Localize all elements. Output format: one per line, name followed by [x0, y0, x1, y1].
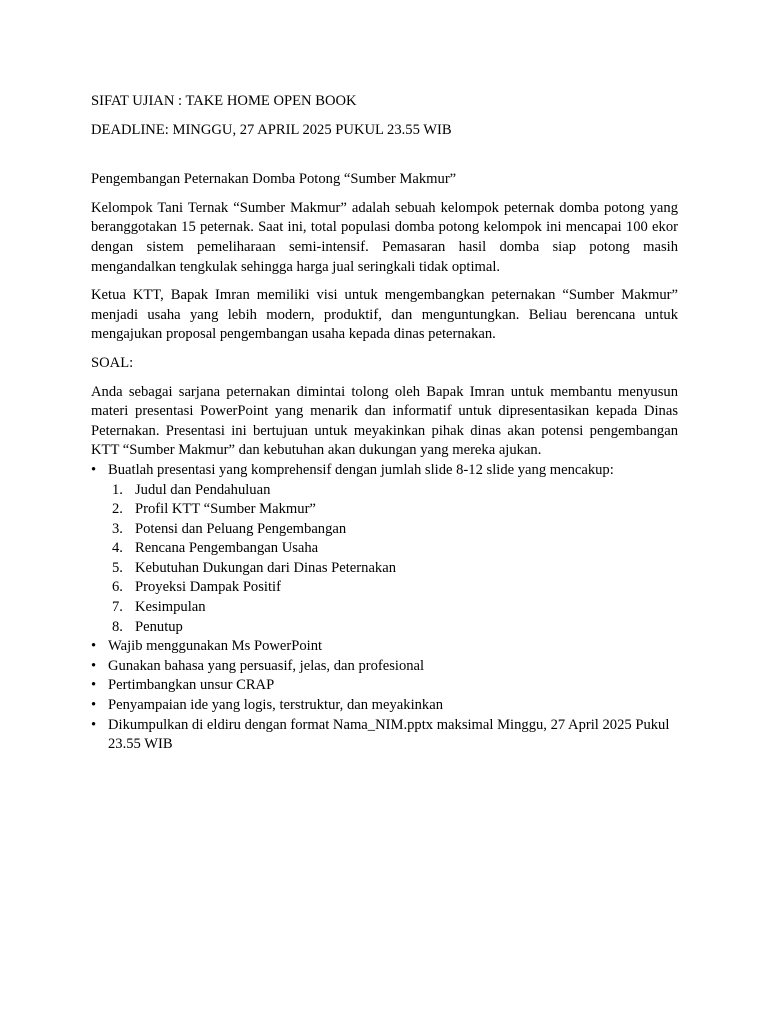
- case-paragraph-1: Kelompok Tani Ternak “Sumber Makmur” adalah sebuah kelompok peternak domba potong yang beranggotakan 15 peternak. Saat ini, total populasi domba potong kelompok ini mencapai 100 ekor dengan sistem pemeliharaan semi-intensif. Pemasaran hasil domba siap potong masih mengandalkan tengkulak sehingga harga jual seringkali tidak optimal.: [91, 199, 678, 275]
- slide-item-text: Profil KTT “Sumber Makmur”: [135, 501, 316, 518]
- list-number: 2.: [112, 501, 123, 518]
- bullet-icon: •: [91, 677, 97, 694]
- list-item: [91, 461, 678, 481]
- list-item: [91, 716, 678, 755]
- slide-item-text: Rencana Pengembangan Usaha: [135, 540, 319, 557]
- list-number: 4.: [112, 540, 123, 557]
- list-item: [91, 500, 678, 520]
- list-item: [91, 559, 678, 579]
- requirement-text: Wajib menggunakan Ms PowerPoint: [108, 638, 323, 655]
- task-bullet-list: [91, 461, 678, 481]
- slide-list: [91, 481, 678, 638]
- list-item: [91, 539, 678, 559]
- list-number: 8.: [112, 618, 123, 635]
- bullet-icon: •: [91, 657, 97, 674]
- bullet-icon: •: [91, 697, 97, 714]
- case-title: Pengembangan Peternakan Domba Potong “Sumber Makmur”: [91, 171, 457, 188]
- document-body: [91, 92, 678, 755]
- list-item: [91, 637, 678, 657]
- list-number: 1.: [112, 481, 123, 498]
- list-item: [91, 657, 678, 677]
- slide-item-text: Proyeksi Dampak Positif: [135, 579, 281, 596]
- slide-item-text: Judul dan Pendahuluan: [135, 481, 271, 498]
- requirements-list: [91, 637, 678, 755]
- list-item: [91, 578, 678, 598]
- list-number: 3.: [112, 520, 123, 537]
- requirement-text: Pertimbangkan unsur CRAP: [108, 677, 275, 694]
- slide-item-text: Potensi dan Peluang Pengembangan: [135, 520, 347, 537]
- question-intro: Anda sebagai sarjana peternakan dimintai tolong oleh Bapak Imran untuk membantu menyusun materi presentasi PowerPoint yang menarik dan informatif untuk dipresentasikan kepada Dinas Peternakan. Presentasi ini bertujuan untuk meyakinkan pihak dinas akan potensi pengembangan KTT “Sumber Makmur” dan kebutuhan akan dukungan yang mereka ajukan.: [91, 383, 678, 459]
- requirement-text: Dikumpulkan di eldiru dengan format Nama_NIM.pptx maksimal Minggu, 27 April 2025 Pukul 23.55 WIB: [108, 716, 670, 753]
- list-number: 5.: [112, 559, 123, 576]
- slide-item-text: Kesimpulan: [135, 599, 206, 616]
- slide-item-text: Penutup: [135, 618, 183, 635]
- bullet-icon: •: [91, 716, 97, 733]
- list-item: [91, 676, 678, 696]
- slide-item-text: Kebutuhan Dukungan dari Dinas Peternakan: [135, 559, 396, 576]
- list-item: [91, 598, 678, 618]
- case-paragraph-2: Ketua KTT, Bapak Imran memiliki visi untuk mengembangkan peternakan “Sumber Makmur” menjadi usaha yang lebih modern, produktif, dan menguntungkan. Beliau berencana untuk mengajukan proposal pengembangan usaha kepada dinas peternakan.: [91, 287, 678, 343]
- requirement-text: Gunakan bahasa yang persuasif, jelas, dan profesional: [108, 657, 425, 674]
- deadline-line: DEADLINE: MINGGU, 27 APRIL 2025 PUKUL 23.55 WIB: [91, 121, 452, 138]
- list-item: [91, 520, 678, 540]
- main-task-text: Buatlah presentasi yang komprehensif dengan jumlah slide 8-12 slide yang mencakup:: [108, 461, 614, 478]
- bullet-icon: •: [91, 638, 97, 655]
- question-label: SOAL:: [91, 354, 134, 371]
- list-item: [91, 481, 678, 501]
- list-number: 6.: [112, 579, 123, 596]
- list-item: [91, 696, 678, 716]
- exam-type-line: SIFAT UJIAN : TAKE HOME OPEN BOOK: [91, 93, 357, 109]
- list-item: [91, 618, 678, 638]
- bullet-icon: •: [91, 461, 97, 478]
- list-number: 7.: [112, 599, 123, 616]
- requirement-text: Penyampaian ide yang logis, terstruktur, dan meyakinkan: [108, 697, 443, 714]
